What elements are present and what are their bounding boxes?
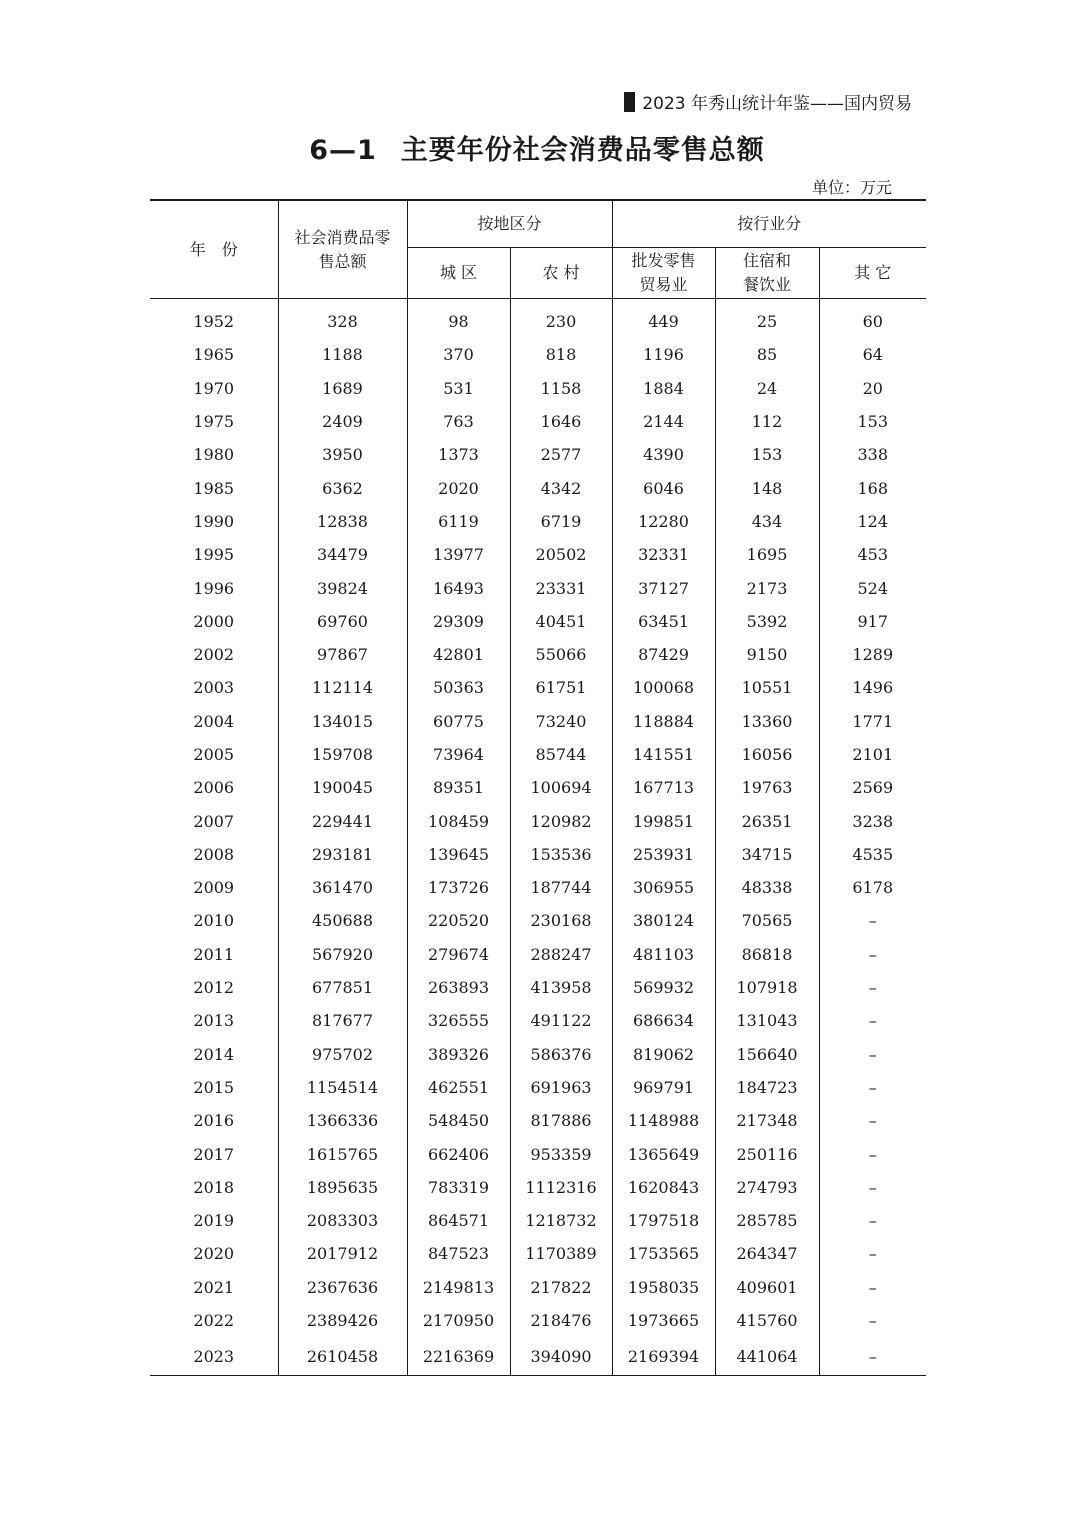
table-row [150,738,926,771]
table-row [150,1304,926,1337]
cell-total: 112114 [278,671,407,704]
header-year: 年 份 [150,200,278,299]
table-row [150,671,926,704]
table-row [150,705,926,738]
cell-other: 153 [857,412,889,432]
table-row [150,1237,926,1270]
header-urban: 城 区 [407,248,510,299]
cell-year: 1985 [150,471,278,504]
cell-urban: 1373 [407,438,510,471]
cell-other: – [868,1177,877,1197]
cell-total: 2367636 [278,1271,407,1304]
cell-total: 1689 [278,372,407,405]
cell-total: 1154514 [278,1071,407,1104]
cell-total: 229441 [278,804,407,837]
cell-year: 2014 [150,1038,278,1071]
cell-catering: 86818 [715,938,819,971]
cell-rural: 61751 [510,671,612,704]
cell-wholesale: 569932 [612,971,715,1004]
cell-catering: 85 [715,338,819,371]
cell-year: 2019 [150,1204,278,1237]
table-number: 6—1 [309,135,377,166]
cell-total: 2610458 [278,1337,407,1376]
cell-urban: 139645 [407,838,510,871]
cell-year: 2022 [150,1304,278,1337]
cell-wholesale: 4390 [612,438,715,471]
cell-urban: 263893 [407,971,510,1004]
cell-urban: 173726 [407,871,510,904]
cell-total: 293181 [278,838,407,871]
cell-year: 1965 [150,338,278,371]
cell-total: 159708 [278,738,407,771]
cell-catering: 48338 [715,871,819,904]
cell-total: 975702 [278,1038,407,1071]
cell-other: – [868,1077,877,1097]
cell-wholesale: 32331 [612,538,715,571]
cell-catering: 434 [715,505,819,538]
cell-other: – [868,1011,877,1031]
cell-rural: 586376 [510,1038,612,1071]
cell-rural: 100694 [510,771,612,804]
cell-wholesale: 2169394 [612,1337,715,1376]
cell-year: 2023 [150,1337,278,1376]
cell-rural: 288247 [510,938,612,971]
cell-wholesale: 2144 [612,405,715,438]
table-row [150,1271,926,1304]
cell-wholesale: 306955 [612,871,715,904]
cell-rural: 413958 [510,971,612,1004]
table-title [0,128,1074,167]
cell-year: 1980 [150,438,278,471]
cell-wholesale: 12280 [612,505,715,538]
cell-total: 134015 [278,705,407,738]
cell-total: 2389426 [278,1304,407,1337]
table-row [150,638,926,671]
cell-other: 917 [857,611,889,631]
cell-urban: 389326 [407,1038,510,1071]
cell-year: 2011 [150,938,278,971]
cell-catering: 25 [715,299,819,339]
cell-other: – [868,911,877,931]
cell-wholesale: 1797518 [612,1204,715,1237]
cell-catering: 415760 [715,1304,819,1337]
table-row [150,471,926,504]
cell-wholesale: 37127 [612,571,715,604]
running-head-marker [624,92,635,112]
cell-other: – [868,1311,877,1331]
cell-total: 450688 [278,904,407,937]
table-row [150,405,926,438]
cell-other: – [868,1144,877,1164]
cell-catering: 1695 [715,538,819,571]
cell-wholesale: 118884 [612,705,715,738]
cell-other: 1496 [852,678,894,698]
cell-wholesale: 819062 [612,1038,715,1071]
cell-catering: 441064 [715,1337,819,1376]
cell-rural: 55066 [510,638,612,671]
cell-catering: 107918 [715,971,819,1004]
cell-total: 69760 [278,605,407,638]
cell-urban: 50363 [407,671,510,704]
cell-rural: 394090 [510,1337,612,1376]
cell-urban: 6119 [407,505,510,538]
table-row [150,505,926,538]
cell-year: 2002 [150,638,278,671]
table-row [150,1004,926,1037]
cell-wholesale: 1753565 [612,1237,715,1270]
table-row [150,938,926,971]
cell-wholesale: 969791 [612,1071,715,1104]
cell-total: 190045 [278,771,407,804]
cell-wholesale: 141551 [612,738,715,771]
cell-other: – [868,1244,877,1264]
cell-urban: 279674 [407,938,510,971]
cell-wholesale: 167713 [612,771,715,804]
table-row [150,1104,926,1137]
cell-urban: 220520 [407,904,510,937]
cell-rural: 218476 [510,1304,612,1337]
cell-catering: 217348 [715,1104,819,1137]
cell-other: 1771 [852,711,894,731]
cell-wholesale: 1958035 [612,1271,715,1304]
cell-urban: 2170950 [407,1304,510,1337]
cell-urban: 462551 [407,1071,510,1104]
cell-rural: 73240 [510,705,612,738]
cell-urban: 98 [407,299,510,339]
cell-catering: 34715 [715,838,819,871]
table-row [150,1337,926,1376]
cell-catering: 148 [715,471,819,504]
cell-wholesale: 481103 [612,938,715,971]
cell-total: 1188 [278,338,407,371]
cell-catering: 19763 [715,771,819,804]
cell-year: 1952 [150,299,278,339]
cell-year: 2004 [150,705,278,738]
cell-catering: 131043 [715,1004,819,1037]
cell-rural: 23331 [510,571,612,604]
cell-wholesale: 449 [612,299,715,339]
cell-rural: 230 [510,299,612,339]
cell-catering: 156640 [715,1038,819,1071]
cell-total: 1615765 [278,1137,407,1170]
table-row [150,1071,926,1104]
cell-rural: 4342 [510,471,612,504]
cell-year: 2008 [150,838,278,871]
cell-rural: 187744 [510,871,612,904]
cell-other: – [868,978,877,998]
cell-rural: 20502 [510,538,612,571]
table-row [150,1204,926,1237]
cell-wholesale: 1196 [612,338,715,371]
cell-catering: 10551 [715,671,819,704]
cell-total: 2083303 [278,1204,407,1237]
cell-total: 1895635 [278,1171,407,1204]
unit-label: 单位：万元 [811,178,892,197]
cell-total: 3950 [278,438,407,471]
cell-year: 2005 [150,738,278,771]
cell-rural: 40451 [510,605,612,638]
cell-catering: 9150 [715,638,819,671]
table-row [150,605,926,638]
cell-wholesale: 253931 [612,838,715,871]
cell-urban: 108459 [407,804,510,837]
cell-catering: 264347 [715,1237,819,1270]
cell-catering: 26351 [715,804,819,837]
cell-year: 2007 [150,804,278,837]
cell-catering: 274793 [715,1171,819,1204]
cell-rural: 691963 [510,1071,612,1104]
cell-urban: 29309 [407,605,510,638]
cell-rural: 217822 [510,1271,612,1304]
running-head [624,89,912,114]
table-row [150,904,926,937]
cell-other: 168 [857,478,889,498]
cell-other: – [868,1111,877,1131]
cell-wholesale: 1620843 [612,1171,715,1204]
cell-urban: 662406 [407,1137,510,1170]
cell-rural: 230168 [510,904,612,937]
cell-catering: 24 [715,372,819,405]
cell-rural: 491122 [510,1004,612,1037]
cell-year: 2009 [150,871,278,904]
cell-year: 1975 [150,405,278,438]
cell-other: 64 [862,345,883,365]
cell-other: 60 [862,312,883,332]
cell-catering: 112 [715,405,819,438]
table-row [150,372,926,405]
cell-total: 677851 [278,971,407,1004]
header-total [278,200,407,299]
cell-total: 34479 [278,538,407,571]
cell-wholesale: 1884 [612,372,715,405]
cell-urban: 13977 [407,538,510,571]
table-row [150,804,926,837]
cell-year: 2010 [150,904,278,937]
cell-total: 2409 [278,405,407,438]
table-row [150,1038,926,1071]
cell-year: 1995 [150,538,278,571]
table-row [150,1171,926,1204]
cell-other: 338 [857,445,889,465]
cell-year: 2006 [150,771,278,804]
cell-wholesale: 199851 [612,804,715,837]
cell-total: 817677 [278,1004,407,1037]
cell-rural: 153536 [510,838,612,871]
cell-total: 1366336 [278,1104,407,1137]
cell-urban: 89351 [407,771,510,804]
header-catering [715,248,819,299]
cell-year: 2016 [150,1104,278,1137]
cell-total: 6362 [278,471,407,504]
cell-other: 4535 [852,844,894,864]
header-rural: 农 村 [510,248,612,299]
header-wholesale [612,248,715,299]
cell-rural: 953359 [510,1137,612,1170]
table-row [150,299,926,339]
header-catering-text: 住宿和餐饮业 [743,251,792,294]
cell-rural: 120982 [510,804,612,837]
table-row [150,1137,926,1170]
cell-year: 2021 [150,1271,278,1304]
cell-total: 328 [278,299,407,339]
cell-year: 2018 [150,1171,278,1204]
running-head-text: 2023 年秀山统计年鉴——国内贸易 [642,94,912,114]
cell-catering: 153 [715,438,819,471]
cell-urban: 847523 [407,1237,510,1270]
cell-urban: 763 [407,405,510,438]
cell-catering: 70565 [715,904,819,937]
cell-urban: 42801 [407,638,510,671]
cell-rural: 1646 [510,405,612,438]
cell-urban: 370 [407,338,510,371]
cell-total: 2017912 [278,1237,407,1270]
cell-rural: 1112316 [510,1171,612,1204]
cell-other: 20 [862,378,883,398]
cell-rural: 2577 [510,438,612,471]
retail-sales-table [150,199,926,1376]
cell-catering: 16056 [715,738,819,771]
cell-wholesale: 380124 [612,904,715,937]
cell-other: – [819,1337,926,1376]
cell-year: 2020 [150,1237,278,1270]
cell-year: 2003 [150,671,278,704]
cell-rural: 1218732 [510,1204,612,1237]
cell-year: 1970 [150,372,278,405]
table-row [150,771,926,804]
table-row [150,871,926,904]
cell-other: – [868,1277,877,1297]
cell-year: 1996 [150,571,278,604]
cell-wholesale: 63451 [612,605,715,638]
cell-year: 2017 [150,1137,278,1170]
header-wholesale-text: 批发零售贸易业 [631,251,696,294]
cell-other: 453 [857,545,889,565]
cell-urban: 326555 [407,1004,510,1037]
cell-other: 2569 [852,778,894,798]
cell-other: – [868,1211,877,1231]
cell-rural: 6719 [510,505,612,538]
cell-year: 2012 [150,971,278,1004]
table-body [150,299,926,1376]
cell-urban: 2216369 [407,1337,510,1376]
cell-total: 97867 [278,638,407,671]
cell-urban: 864571 [407,1204,510,1237]
table-title-text: 主要年份社会消费品零售总额 [400,135,765,166]
cell-year: 2015 [150,1071,278,1104]
cell-catering: 250116 [715,1137,819,1170]
cell-rural: 1170389 [510,1237,612,1270]
cell-other: 3238 [852,811,894,831]
cell-other: – [868,944,877,964]
table-row [150,571,926,604]
cell-catering: 409601 [715,1271,819,1304]
cell-other: 6178 [852,878,894,898]
cell-other: 2101 [852,745,894,764]
cell-wholesale: 686634 [612,1004,715,1037]
cell-urban: 16493 [407,571,510,604]
cell-urban: 531 [407,372,510,405]
cell-catering: 184723 [715,1071,819,1104]
cell-total: 12838 [278,505,407,538]
cell-year: 1990 [150,505,278,538]
cell-catering: 5392 [715,605,819,638]
cell-wholesale: 1365649 [612,1137,715,1170]
cell-wholesale: 1973665 [612,1304,715,1337]
cell-total: 39824 [278,571,407,604]
cell-wholesale: 6046 [612,471,715,504]
header-other: 其 它 [819,248,926,299]
cell-other: 524 [857,578,889,598]
cell-urban: 73964 [407,738,510,771]
cell-urban: 2020 [407,471,510,504]
cell-other: – [868,1044,877,1064]
cell-year: 2013 [150,1004,278,1037]
cell-rural: 1158 [510,372,612,405]
table-row [150,838,926,871]
cell-urban: 60775 [407,705,510,738]
cell-year: 2000 [150,605,278,638]
table-row [150,538,926,571]
cell-urban: 548450 [407,1104,510,1137]
table-row [150,438,926,471]
cell-total: 361470 [278,871,407,904]
table-row [150,971,926,1004]
cell-total: 567920 [278,938,407,971]
cell-urban: 783319 [407,1171,510,1204]
cell-catering: 2173 [715,571,819,604]
header-total-text: 社会消费品零售总额 [294,227,391,271]
cell-wholesale: 87429 [612,638,715,671]
table-row [150,338,926,371]
cell-catering: 13360 [715,705,819,738]
cell-wholesale: 100068 [612,671,715,704]
cell-urban: 2149813 [407,1271,510,1304]
cell-other: 1289 [852,645,894,665]
cell-rural: 85744 [510,738,612,771]
header-by-industry: 按行业分 [612,200,926,248]
cell-wholesale: 1148988 [612,1104,715,1137]
cell-rural: 818 [510,338,612,371]
cell-catering: 285785 [715,1204,819,1237]
header-by-region: 按地区分 [407,200,612,248]
cell-other: 124 [857,511,889,531]
cell-rural: 817886 [510,1104,612,1137]
